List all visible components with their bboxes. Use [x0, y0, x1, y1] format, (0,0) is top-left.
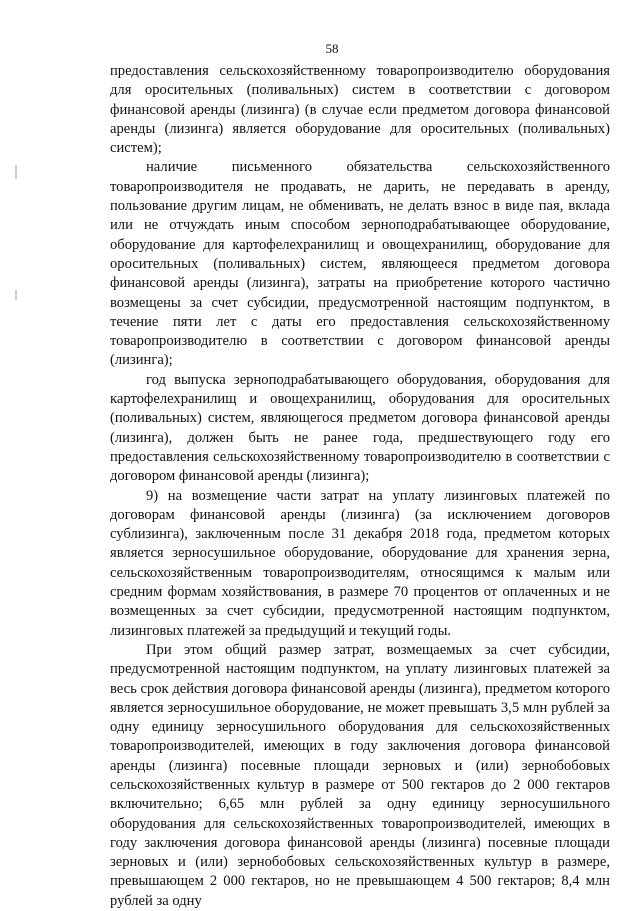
- paragraph: 9) на возмещение части затрат на уплату лизинговых платежей по договорам финансовой аренды (лизинга) (за исключением договоров сублизинга), заключенным после 31 декабря 2018 года, предметом которых является зерносушильное оборудование, оборудование для хранения зерна, сельскохозяйственным товаропроизводителям, относящимся к малым или средним формам хозяйствования, в размере 70 процентов от оплаченных и не возмещенных за счет субсидии, предусмотренной настоящим подпунктом, лизинговых платежей за предыдущий и текущий годы.: [110, 487, 610, 639]
- paragraph: предоставления сельскохозяйственному товаропроизводителю оборудования для оросительных (поливальных) систем в соответствии с договором финансовой аренды (лизинга) (в случае если предметом договора финансовой аренды (лизинга) является оборудование для оросительных (поливальных) систем);: [110, 63, 610, 157]
- paragraph: наличие письменного обязательства сельскохозяйственного товаропроизводителя не продавать, не дарить, не передавать в аренду, пользование другим лицам, не обменивать, не делать взнос в виде пая, вклада или не отчуждать иным способом зерноподрабатывающее оборудование, оборудование для картофелехранилищ и овощехранилищ, оборудование для оросительных (поливальных) систем, являющееся предметом договора финансовой аренды (лизинга), затраты на приобретение которого частично возмещены за счет субсидии, предусмотренной настоящим подпунктом, в течение пяти лет с даты его предоставления сельскохозяйственному товаропроизводителю в соответствии с договором финансовой аренды (лизинга);: [110, 159, 610, 369]
- scan-artifact: [15, 165, 17, 179]
- paragraph: год выпуска зерноподрабатывающего оборудования, оборудования для картофелехранилищ и овощехранилищ, оборудования для оросительных (поливальных) систем, являющегося предметом договора финансовой аренды (лизинга), должен быть не ранее года, предшествующего году его предоставления сельскохозяйственному товаропроизводителю в соответствии с договором финансовой аренды (лизинга);: [110, 371, 610, 485]
- document-body: [110, 62, 610, 911]
- page-number: 58: [325, 41, 339, 56]
- scan-artifact: [15, 290, 17, 300]
- paragraph: При этом общий размер затрат, возмещаемых за счет субсидии, предусмотренной настоящим подпунктом, на уплату лизинговых платежей за весь срок действия договора финансовой аренды (лизинга), предметом которого является зерносушильное оборудование, не может превышать 3,5 млн рублей за одну единицу зерносушильного оборудования для сельскохозяйственных товаропроизводителей, имеющих в году заключения договора финансовой аренды (лизинга) посевные площади зерновых и (или) зернобобовых сельскохозяйственных культур в размере от 500 гектаров до 2 000 гектаров включительно; 6,65 млн рублей за одну единицу зерносушильного оборудования для сельскохозяйственных товаропроизводителей, имеющих в году заключения договора финансовой аренды (лизинга) посевные площади зерновых и (или) зернобобовых сельскохозяйственных культур в размере, превышающем 2 000 гектаров, но не превышающем 4 500 гектаров; 8,4 млн рублей за одну: [110, 641, 610, 909]
